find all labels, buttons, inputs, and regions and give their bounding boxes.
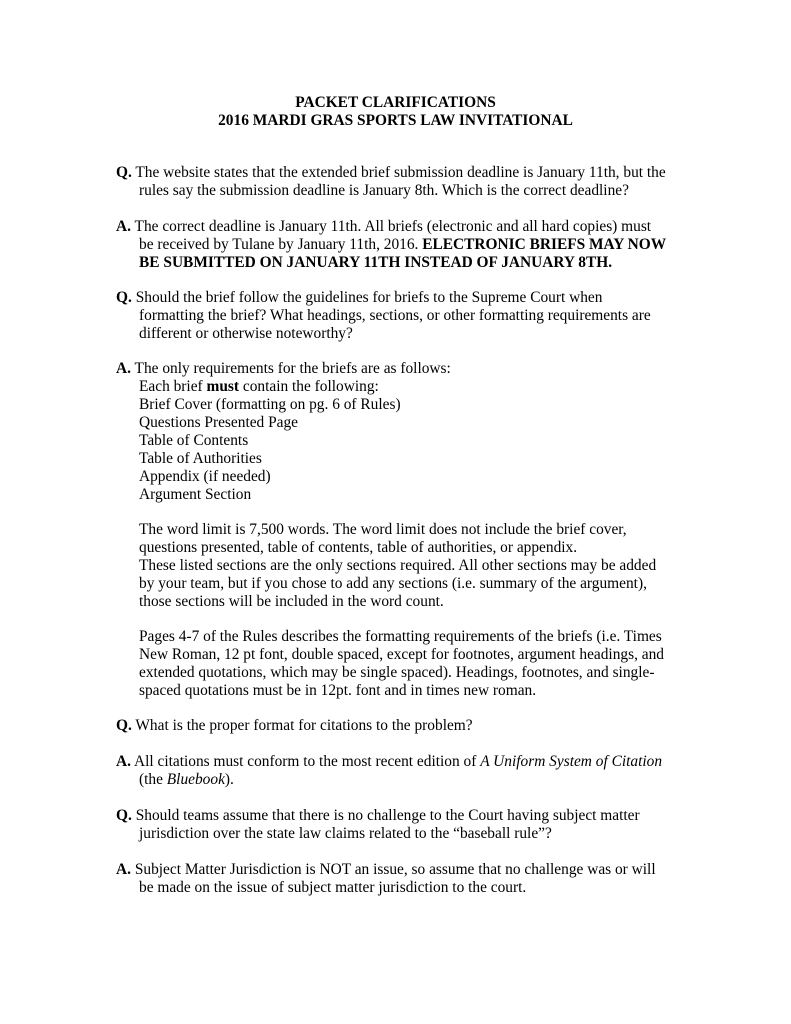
answer-2 bbox=[116, 360, 676, 504]
document-title: PACKET CLARIFICATIONS bbox=[295, 94, 496, 111]
answer-4-line-2: be made on the issue of subject matter jurisdiction to the court. bbox=[139, 879, 527, 896]
question-4-line-2: jurisdiction over the state law claims related to the “baseball rule”? bbox=[139, 825, 552, 842]
question-3-line-1: What is the proper format for citations to the problem? bbox=[135, 717, 473, 734]
question-3 bbox=[116, 717, 676, 735]
question-2-line-1: Should the brief follow the guidelines for briefs to the Supreme Court when bbox=[135, 289, 603, 306]
question-label: Q. bbox=[116, 289, 132, 306]
citation-title: A Uniform System of Citation bbox=[480, 753, 663, 770]
answer-1 bbox=[116, 218, 676, 272]
formatting-paragraph: Pages 4-7 of the Rules describes the formatting requirements of the briefs (i.e. Times New Roman, 12 pt font, double spaced, except for footnotes, argument headings, and extended quotations, which may be single spaced). Headings, footnotes, and single- spaced quotations must be in 12pt. font and in times new roman. bbox=[139, 628, 665, 699]
question-1 bbox=[116, 164, 676, 200]
requirement-item: Questions Presented Page bbox=[139, 414, 299, 431]
word-limit-paragraph: The word limit is 7,500 words. The word limit does not include the brief cover, questions presented, table of contents, table of authorities, or appendix. These listed sections are the only sections required. All other sections may be added by your team, but if you chose to add any sections (i.e. summary of the argument), those sections will be included in the word count. bbox=[139, 521, 657, 610]
document-subtitle: 2016 MARDI GRAS SPORTS LAW INVITATIONAL bbox=[218, 112, 573, 129]
answer-4-line-1: Subject Matter Jurisdiction is NOT an issue, so assume that no challenge was or will bbox=[134, 861, 656, 878]
answer-label: A. bbox=[116, 753, 131, 770]
question-2 bbox=[116, 289, 676, 343]
answer-1-emphasis-1: ELECTRONIC BRIEFS MAY NOW bbox=[422, 236, 667, 253]
requirement-item: Argument Section bbox=[139, 486, 252, 503]
requirement-item: Table of Authorities bbox=[139, 450, 262, 467]
requirement-item: Appendix (if needed) bbox=[139, 468, 271, 485]
question-4 bbox=[116, 807, 676, 843]
answer-3: A. All citations must conform to the most recent edition of A Uniform System of Citation (the Bluebook). bbox=[116, 753, 663, 788]
requirement-item: Brief Cover (formatting on pg. 6 of Rules) bbox=[139, 396, 401, 413]
answer-1-line-2: be received by Tulane by January 11th, 2016. bbox=[139, 236, 423, 253]
question-label: Q. bbox=[116, 807, 132, 824]
requirement-item: Table of Contents bbox=[139, 432, 249, 449]
question-1-line-1: The website states that the extended brief submission deadline is January 11th, but the bbox=[135, 164, 666, 181]
answer-2-intro: The only requirements for the briefs are as follows: bbox=[134, 360, 451, 377]
question-4-line-1: Should teams assume that there is no challenge to the Court having subject matter bbox=[135, 807, 640, 824]
answer-1-emphasis-2: BE SUBMITTED ON JANUARY 11TH INSTEAD OF JANUARY 8TH. bbox=[139, 254, 613, 271]
bluebook-title: Bluebook bbox=[166, 771, 225, 788]
answer-1-line-1: The correct deadline is January 11th. All briefs (electronic and all hard copies) must bbox=[134, 218, 652, 235]
answer-label: A. bbox=[116, 360, 131, 377]
question-1-line-2: rules say the submission deadline is January 8th. Which is the correct deadline? bbox=[139, 182, 629, 199]
question-label: Q. bbox=[116, 717, 132, 734]
question-2-line-3: different or otherwise noteworthy? bbox=[139, 325, 353, 342]
answer-2-must-line: Each brief must contain the following: bbox=[139, 378, 379, 395]
question-label: Q. bbox=[116, 164, 132, 181]
answer-4 bbox=[116, 861, 676, 897]
question-2-line-2: formatting the brief? What headings, sections, or other formatting requirements are bbox=[139, 307, 651, 324]
answer-label: A. bbox=[116, 218, 131, 235]
answer-label: A. bbox=[116, 861, 131, 878]
must-emphasis: must bbox=[206, 378, 240, 395]
